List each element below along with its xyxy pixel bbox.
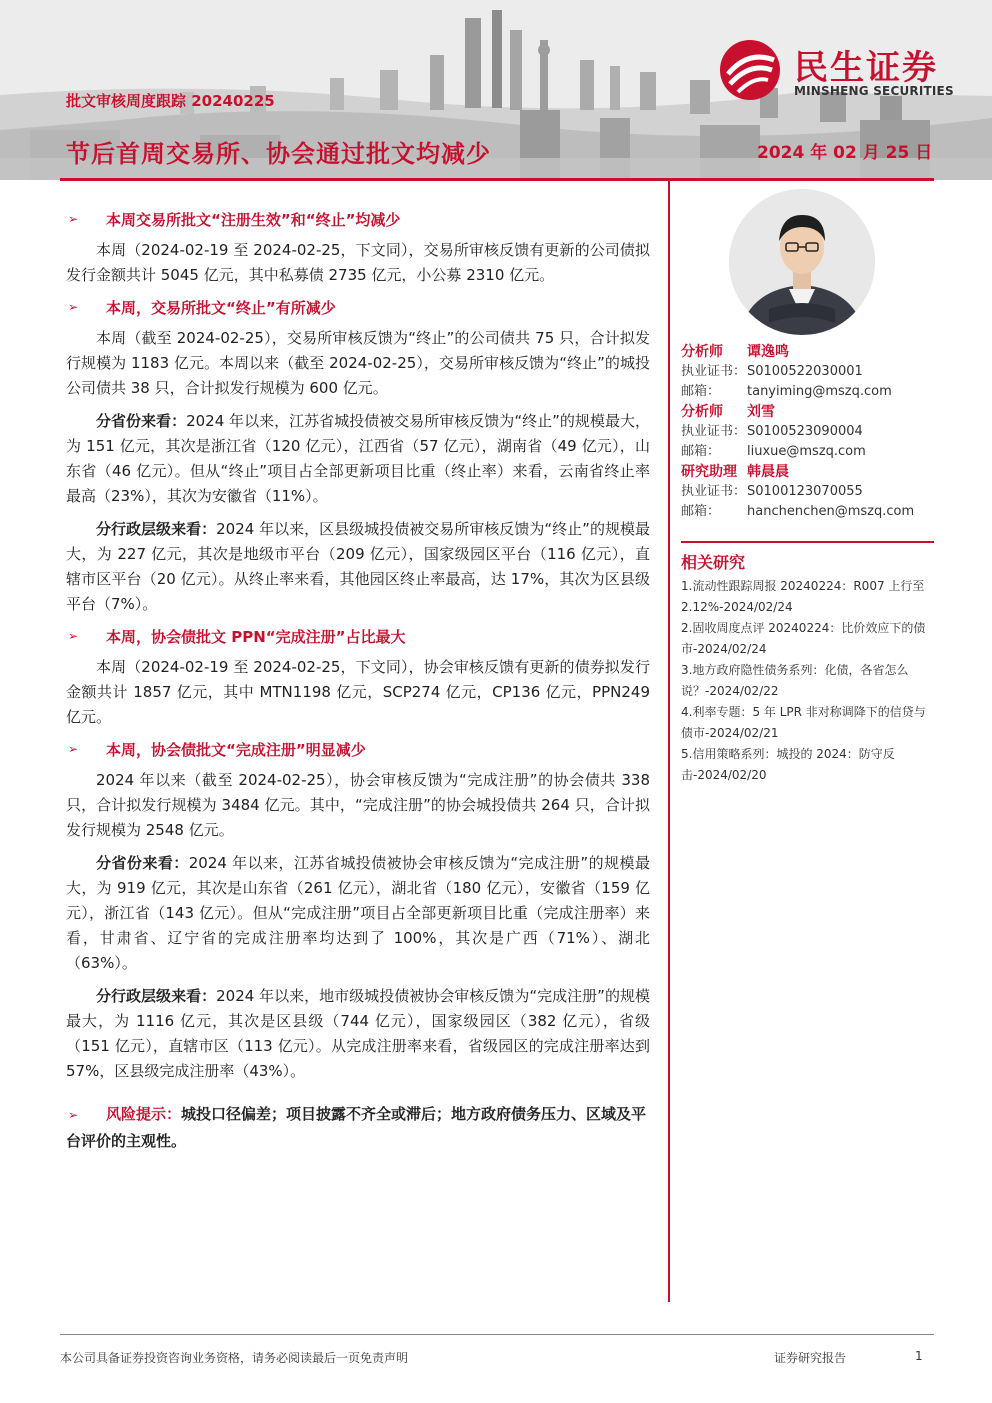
page-number: 1 [915,1349,923,1363]
analyst-list [681,342,933,522]
section-heading [66,208,650,230]
analyst-role: 分析师 [681,404,723,420]
section-heading-text: 本周，协会债批文 PPN“完成注册”占比最大 [106,627,406,646]
doc-type: 批文审核周度跟踪 20240225 [66,92,275,110]
related-list [681,576,931,786]
arrow-icon: ➢ [68,742,79,756]
analyst-role: 分析师 [681,344,723,360]
related-title: 相关研究 [681,553,746,572]
paragraph: 本周（2024-02-19 至 2024-02-25，下文同），交易所审核反馈有更新的公司债拟发行金额共计 5045 亿元，其中私募债 2735 亿元，小公募 2310 亿元。 [66,241,650,284]
analyst-name: 谭逸鸣 [747,344,789,360]
paragraph-text: 2024 年以来，江苏省城投债被交易所审核反馈为“终止”的规模最大，为 151 亿元，其次是浙江省（120 亿元），江西省（57 亿元），湖南省（49 亿元），山东省（46 亿元）。但从“终止”项目占全部更新项目比重（终止率）来看，云南省终止率最高（23%），其次为安徽省（11%）。 [66,412,650,505]
section-heading [66,738,650,760]
cert-number: S0100123070055 [747,484,863,499]
arrow-icon: ➢ [68,629,79,643]
arrow-icon: ➢ [68,300,79,314]
page-title: 节后首周交易所、协会通过批文均减少 [66,140,491,168]
analyst-role: 研究助理 [681,464,737,480]
footer-divider [60,1334,934,1335]
analyst-card [681,462,933,522]
logo-english-text: MINSHENG SECURITIES [794,84,954,98]
cert-number: S0100523090004 [747,424,863,439]
email-link[interactable]: hanchenchen@mszq.com [747,504,915,519]
risk-label: 风险提示： [106,1105,182,1123]
paragraph [66,984,650,1084]
report-date: 2024 年 02 月 25 日 [757,143,933,163]
arrow-icon: ➢ [68,1108,79,1122]
related-divider [681,541,934,543]
paragraph-text: 2024 年以来，江苏省城投债被协会审核反馈为“完成注册”的规模最大，为 919 亿元，其次是山东省（261 亿元），湖北省（180 亿元），安徽省（159 亿元），浙江省（143 亿元）。但从“完成注册”项目占全部更新项目比重（完成注册率）来看，甘肃省、辽宁省的完成注册率均达到了 100%，其次是广西（71%）、湖北（63%）。 [66,854,650,972]
paragraph [66,409,650,509]
section-heading [66,296,650,318]
logo-mark-icon [718,38,782,102]
analyst-photo [729,189,875,335]
email-label: 邮箱： [681,444,721,459]
paragraph-lead: 分省份来看： [96,412,187,430]
header-banner [0,0,992,180]
paragraph-text: 2024 年以来，区县级城投债被交易所审核反馈为“终止”的规模最大，为 227 亿元，其次是地级市平台（209 亿元），国家级园区平台（116 亿元），直辖市区平台（20 亿元）。从终止率来看，其他园区终止率最高，达 17%，其次为区县级平台（7%）。 [66,520,650,613]
related-item[interactable]: 2.固收周度点评 20240224：比价效应下的债市-2024/02/24 [681,621,926,656]
risk-text: 城投口径偏差；项目披露不齐全或滞后；地方政府债务压力、区域及平台评价的主观性。 [66,1105,647,1150]
related-item[interactable]: 5.信用策略系列：城投的 2024：防守反击-2024/02/20 [681,747,895,782]
section-heading [66,625,650,647]
logo-chinese-text: 民生证券 [794,48,938,88]
email-link[interactable]: tanyiming@mszq.com [747,384,892,399]
paragraph [66,851,650,976]
cert-number: S0100522030001 [747,364,863,379]
minsheng-logo [718,38,968,108]
related-item[interactable]: 4.利率专题：5 年 LPR 非对称调降下的信贷与债市-2024/02/21 [681,705,926,740]
paragraph: 2024 年以来（截至 2024-02-25），协会审核反馈为“完成注册”的协会债共 338 只，合计拟发行规模为 3484 亿元。其中，“完成注册”的协会城投债共 264 只，合计拟发行规模为 2548 亿元。 [66,771,650,839]
column-divider [668,181,670,1302]
related-item[interactable]: 3.地方政府隐性债务系列：化债，各省怎么说？-2024/02/22 [681,663,909,698]
analyst-card [681,402,933,462]
paragraph: 本周（截至 2024-02-25），交易所审核反馈为“终止”的公司债共 75 只，合计拟发行规模为 1183 亿元。本周以来（截至 2024-02-25），交易所审核反馈为“终止”的城投公司债共 38 只，合计拟发行规模为 600 亿元。 [66,329,650,397]
header-divider [60,178,934,181]
email-label: 邮箱： [681,384,721,399]
section-heading-text: 本周，协会债批文“完成注册”明显减少 [106,740,366,759]
paragraph-lead: 分省份来看： [96,854,189,872]
analyst-name: 韩晨晨 [747,464,789,480]
cert-label: 执业证书： [681,364,747,379]
paragraph-text: 2024 年以来，地市级城投债被协会审核反馈为“完成注册”的规模最大，为 1116 亿元，其次是区县级（744 亿元），国家级园区（382 亿元），省级（151 亿元），直辖市区（113 亿元）。从完成注册率来看，省级园区的完成注册率达到 57%，区县级完成注册率（43%）。 [66,987,650,1080]
footer-report-type: 证券研究报告 [774,1351,847,1365]
email-label: 邮箱： [681,504,721,519]
risk-warning [66,1101,650,1154]
section-heading-text: 本周，交易所批文“终止”有所减少 [106,298,336,317]
paragraph: 本周（2024-02-19 至 2024-02-25，下文同），协会审核反馈有更新的债券拟发行金额共计 1857 亿元，其中 MTN1198 亿元，SCP274 亿元，CP136 亿元，PPN249 亿元。 [66,658,650,726]
footer-disclaimer: 本公司具备证券投资咨询业务资格，请务必阅读最后一页免责声明 [60,1351,409,1365]
paragraph-lead: 分行政层级来看： [96,987,217,1005]
arrow-icon: ➢ [68,212,79,226]
cert-label: 执业证书： [681,484,747,499]
analyst-name: 刘雪 [747,404,775,420]
related-item[interactable]: 1.流动性跟踪周报 20240224：R007 上行至 2.12%-2024/02/24 [681,579,925,614]
cert-label: 执业证书： [681,424,747,439]
paragraph-lead: 分行政层级来看： [96,520,217,538]
main-content [66,208,650,1092]
email-link[interactable]: liuxue@mszq.com [747,444,866,459]
analyst-card [681,342,933,402]
section-heading-text: 本周交易所批文“注册生效”和“终止”均减少 [106,210,401,229]
paragraph [66,517,650,617]
